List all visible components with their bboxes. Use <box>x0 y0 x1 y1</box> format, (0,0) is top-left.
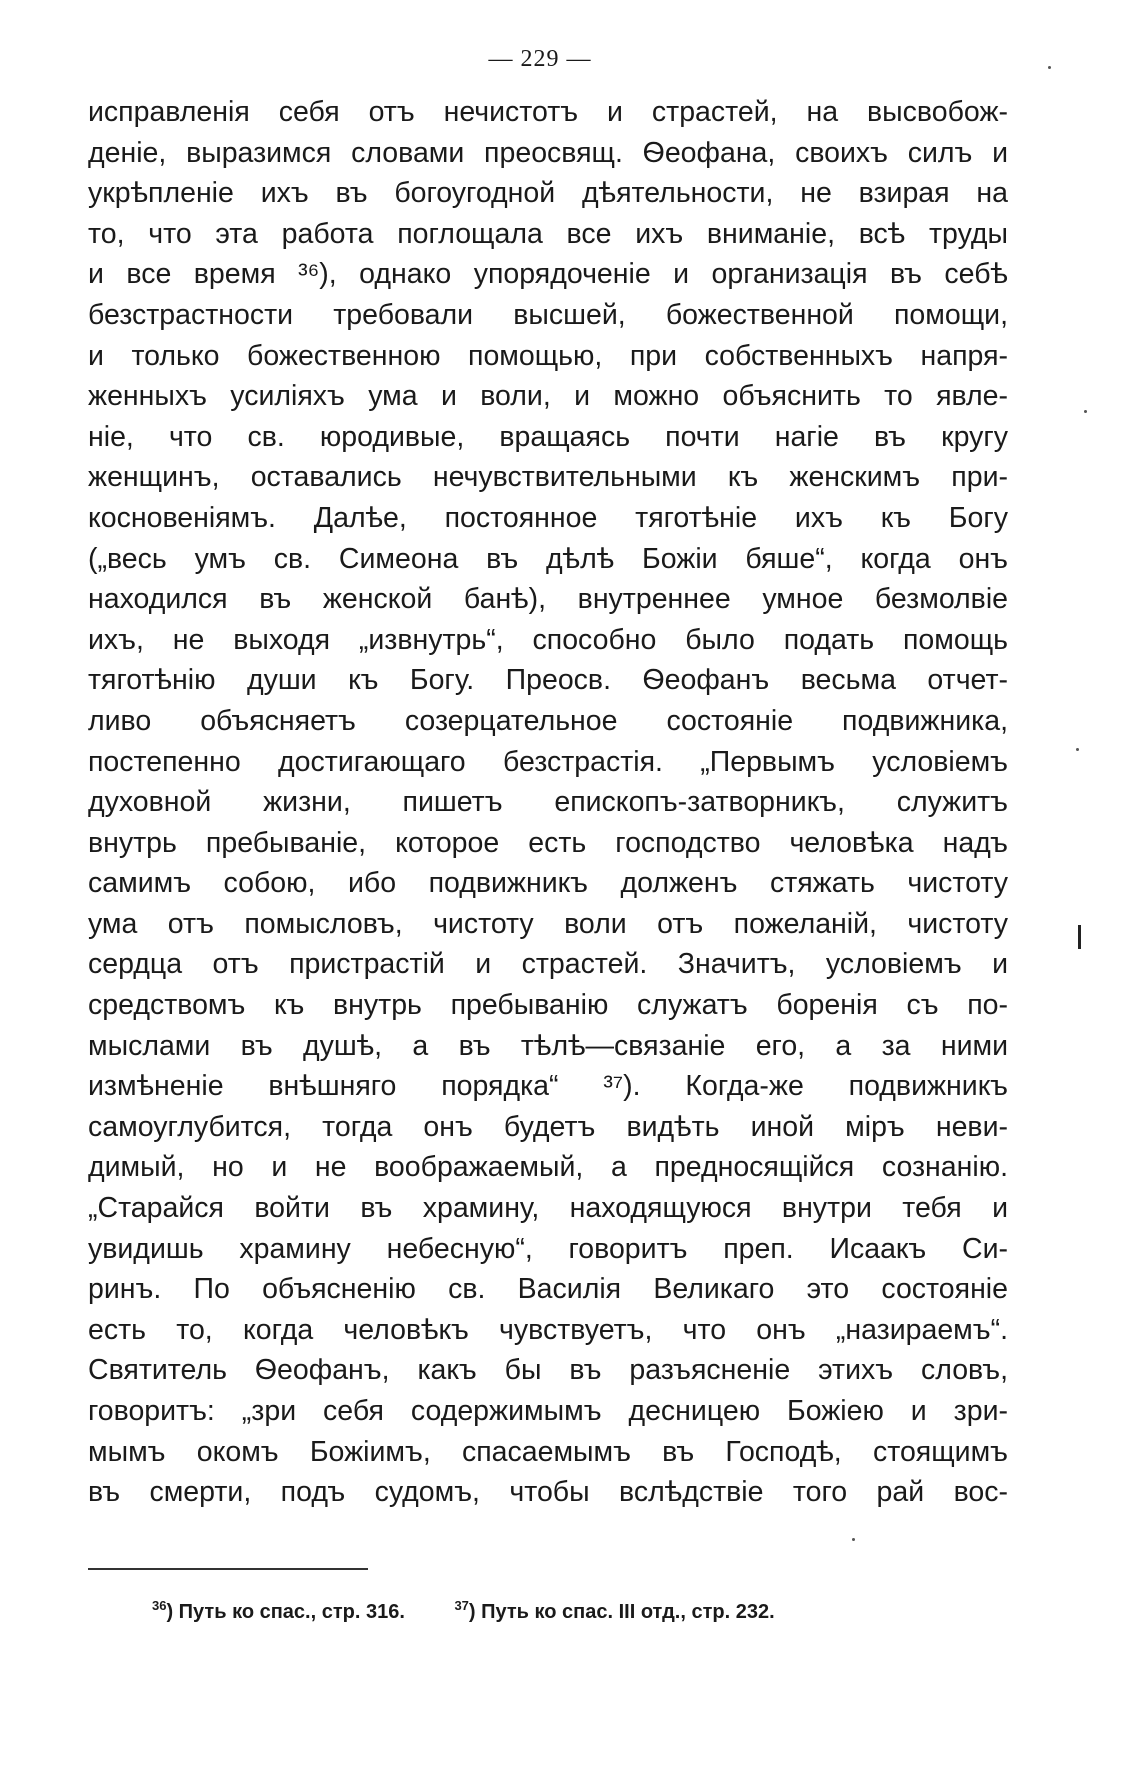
text-line: исправленія себя отъ нечистотъ и страстей, на высвобож- <box>88 96 1008 128</box>
text-line: средствомъ къ внутрь пребыванію служатъ боренія съ по- <box>88 989 1008 1022</box>
text-line: и только божественною помощью, при собственныхъ напря- <box>88 339 1008 372</box>
text-line: ума отъ помысловъ, чистоту воли отъ пожеланій, чистоту <box>88 907 1008 940</box>
footnote-divider <box>88 1568 368 1570</box>
scan-speck <box>1084 410 1087 413</box>
margin-mark <box>1078 925 1081 949</box>
scan-speck <box>1048 66 1051 69</box>
text-line: и все время ³⁶), однако упорядоченіе и организація въ себѣ <box>88 258 1008 291</box>
text-line: измѣненіе внѣшняго порядка“ ³⁷). Когда-же подвижникъ <box>88 1070 1008 1103</box>
text-line: увидишь храмину небесную“, говоритъ преп. Исаакъ Си- <box>88 1232 1008 1265</box>
text-line: есть то, когда человѣкъ чувствуетъ, что онъ „назираемъ“. <box>88 1313 1008 1346</box>
text-line: ливо объясняетъ созерцательное состояніе подвижника, <box>88 704 1008 737</box>
footnote-marker: 37 <box>454 1598 469 1613</box>
text-line: говоритъ: „зри себя содержимымъ десницею Божіею и зри- <box>88 1395 1008 1427</box>
text-line: ихъ, не выходя „извнутрь“, способно было подать помощь <box>88 623 1008 656</box>
text-line: постепенно достигающаго безстрастія. „Первымъ условіемъ <box>88 745 1008 778</box>
scan-speck <box>852 1538 855 1541</box>
text-line: безстрастности требовали высшей, божественной помощи, <box>88 298 1008 331</box>
text-line: внутрь пребываніе, которое есть господство человѣка надъ <box>88 826 1008 859</box>
text-line: ніе, что св. юродивые, вращаясь почти нагіе въ кругу <box>88 420 1008 453</box>
text-line: тяготѣнію души къ Богу. Преосв. Ѳеофанъ весьма отчет- <box>88 664 1008 697</box>
footnote-text: ) Путь ко спас. III отд., стр. 232. <box>468 1601 775 1623</box>
body-text <box>88 92 1008 1513</box>
text-line: укрѣпленіе ихъ въ богоугодной дѣятельности, не взирая на <box>88 177 1008 210</box>
text-line: Святитель Ѳеофанъ, какъ бы въ разъясненіе этихъ словъ, <box>88 1354 1008 1387</box>
text-line: самоуглубится, тогда онъ будетъ видѣть иной міръ неви- <box>88 1110 1008 1143</box>
text-line: находился въ женской банѣ), внутреннее умное безмолвіе <box>88 583 1008 616</box>
text-line: („весь умъ св. Симеона въ дѣлѣ Божіи бяше“, когда онъ <box>88 542 1008 575</box>
text-line: женщинъ, оставались нечувствительными къ женскимъ при- <box>88 461 1008 494</box>
page-number: — 229 — <box>488 46 592 72</box>
text-line: сердца отъ пристрастій и страстей. Значитъ, условіемъ и <box>88 948 1008 981</box>
text-line: косновеніямъ. Далѣе, постоянное тяготѣніе ихъ къ Богу <box>88 501 1008 534</box>
footnotes <box>152 1598 819 1624</box>
text-line: деніе, выразимся словами преосвящ. Ѳеофана, своихъ силъ и <box>88 136 1008 169</box>
text-line: мымъ окомъ Божіимъ, спасаемымъ въ Господѣ, стоящимъ <box>88 1435 1008 1468</box>
text-line: въ смерти, подъ судомъ, чтобы вслѣдствіе того рай вос- <box>88 1476 1008 1509</box>
footnote-marker: 36 <box>152 1598 167 1613</box>
scan-speck <box>1076 748 1079 751</box>
text-line: мыслами въ душѣ, а въ тѣлѣ—связаніе его, а за ними <box>88 1029 1008 1062</box>
text-line: димый, но и не воображаемый, а предносящійся сознанію. <box>88 1151 1008 1184</box>
text-line: самимъ собою, ибо подвижникъ долженъ стяжать чистоту <box>88 867 1008 900</box>
footnote-36 <box>152 1598 405 1624</box>
text-line: то, что эта работа поглощала все ихъ вниманіе, всѣ труды <box>88 217 1008 250</box>
footnote-37 <box>454 1598 774 1624</box>
text-line: женныхъ усиліяхъ ума и воли, и можно объяснить то явле- <box>88 380 1008 413</box>
text-line: ринъ. По объясненію св. Василія Великаго это состояніе <box>88 1273 1008 1306</box>
text-line: духовной жизни, пишетъ епископъ-затворникъ, служитъ <box>88 786 1008 819</box>
text-line: „Старайся войти въ храмину, находящуюся внутри тебя и <box>88 1192 1008 1225</box>
footnote-text: ) Путь ко спас., стр. 316. <box>166 1601 405 1623</box>
